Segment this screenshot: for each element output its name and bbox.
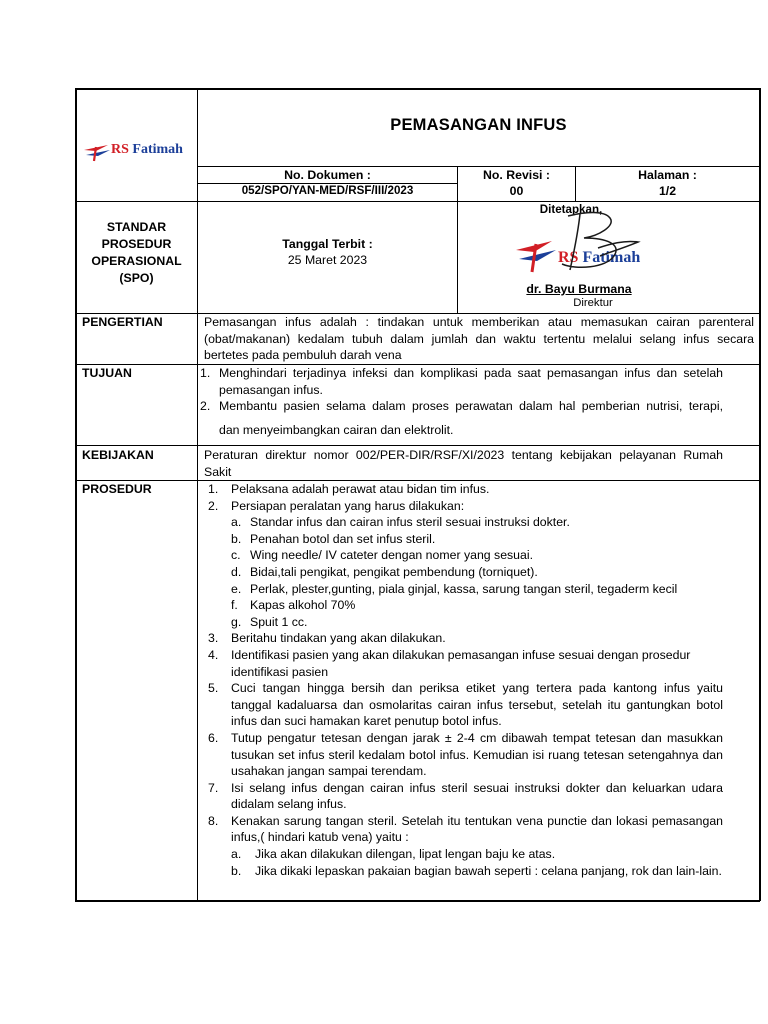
list-item-number: 3. xyxy=(208,631,219,646)
procedure-list xyxy=(208,481,723,879)
director-name: dr. Bayu Burmana xyxy=(526,282,632,296)
page-number-value: 1/2 xyxy=(658,184,677,198)
list-subitem xyxy=(208,514,723,531)
list-item-text: Bidai,tali pengikat, pengikat pembendung (torniquet). xyxy=(250,564,538,579)
list-item-text: Membantu pasien selama dalam proses perawatan dalam hal pemberian nutrisi, terapi, xyxy=(219,399,723,413)
spo-type-line: STANDAR xyxy=(106,220,167,234)
list-item-number: 4. xyxy=(208,647,219,662)
table-border-left xyxy=(75,88,77,901)
list-item-number: 2. xyxy=(200,399,211,413)
list-item-continuation: dan menyeimbangkan cairan dan elektrolit. xyxy=(219,423,454,437)
list-subitem xyxy=(208,531,723,548)
hospital-logo-icon xyxy=(82,142,112,162)
list-item-text: Tutup pengatur tetesan dengan jarak ± 2-4 cm dibawah tempat tetesan dan masukkan tusukan set infus steril kedalam botol infus. Kemudian isi ruang tetesan setengahnya dan usahakan jangan sampai terendam. xyxy=(231,730,723,779)
revision-value: 00 xyxy=(509,184,524,198)
list-item-letter: e. xyxy=(231,581,242,596)
list-item-text: Spuit 1 cc. xyxy=(250,614,308,629)
spo-type-line: PROSEDUR xyxy=(101,237,172,251)
spo-type-line: OPERASIONAL xyxy=(91,254,182,268)
list-item xyxy=(208,630,723,647)
logo xyxy=(82,140,196,164)
page-title: PEMASANGAN INFUS xyxy=(390,116,567,134)
list-item-number: 1. xyxy=(208,482,219,496)
list-item xyxy=(208,680,723,730)
list-item-letter: c. xyxy=(231,548,241,563)
list-subitem xyxy=(208,564,723,581)
list-item-letter: f. xyxy=(231,598,238,613)
list-item-letter: b. xyxy=(231,863,242,878)
table-border-top xyxy=(75,88,760,90)
list-item-letter: a. xyxy=(231,515,242,530)
list-item-number: 1. xyxy=(200,366,211,380)
issue-date-label: Tanggal Terbit : xyxy=(282,237,373,251)
director-title: Direktur xyxy=(573,297,613,309)
list-item-letter: g. xyxy=(231,614,242,629)
list-item xyxy=(208,780,723,813)
list-subitem xyxy=(208,547,723,564)
signature-icon xyxy=(540,208,660,278)
list-subitem xyxy=(208,863,723,880)
list-item xyxy=(208,813,723,846)
revision-label: No. Revisi : xyxy=(483,168,550,182)
doc-number-label: No. Dokumen : xyxy=(284,168,371,182)
pengertian-label: PENGERTIAN xyxy=(82,315,163,329)
list-item-text: Identifikasi pasien yang akan dilakukan pemasangan infuse sesuai dengan prosedur identifikasi pasien xyxy=(231,647,691,679)
list-item-text: Jika dikaki lepaskan pakaian bagian bawah seperti : celana panjang, rok dan lain-lain. xyxy=(255,863,722,878)
list-item-text: Cuci tangan hingga bersih dan periksa etiket yang tertera pada kantong infus yaitu tanggal kadaluarsa dan osmolaritas cairan infus tersebut, setelah itu gantungkan botol infus dan suci hamakan karet penutup botol infus. xyxy=(231,681,723,729)
stamp-label: RS Fatimah xyxy=(558,249,641,266)
divider-tujuan-row xyxy=(75,445,760,446)
list-subitem xyxy=(208,597,723,614)
list-item-text: Standar infus dan cairan infus steril sesuai instruksi dokter. xyxy=(250,515,570,530)
spo-type xyxy=(76,219,197,287)
list-item-number: 2. xyxy=(208,498,219,513)
page-number-label: Halaman : xyxy=(638,168,697,182)
list-item-text: Pelaksana adalah perawat atau bidan tim infus. xyxy=(231,482,490,496)
list-item xyxy=(208,498,723,515)
kebijakan-label: KEBIJAKAN xyxy=(82,448,154,462)
spo-type-line: (SPO) xyxy=(119,271,154,285)
hospital-stamp xyxy=(512,208,662,280)
logo-label: RS Fatimah xyxy=(111,142,183,157)
list-item-number: 5. xyxy=(208,681,219,696)
list-item xyxy=(200,398,723,415)
pengertian-text: Pemasangan infus adalah : tindakan untuk memberikan atau memasukan cairan parenteral (obat/makanan) kedalam tubuh dalam jumlah dan waktu tertentu melalui selang infus secara bertetes pada pembuluh darah vena xyxy=(204,315,754,363)
table-border-bottom xyxy=(75,900,760,902)
kebijakan-text: Peraturan direktur nomor 002/PER-DIR/RSF/XI/2023 tentang kebijakan pelayanan Rumah Sakit xyxy=(204,448,723,479)
list-item xyxy=(208,730,723,780)
list-item-text: Penahan botol dan set infus steril. xyxy=(250,531,436,546)
list-subitem xyxy=(208,581,723,598)
prosedur-label: PROSEDUR xyxy=(82,482,152,496)
list-item-number: 8. xyxy=(208,813,219,828)
list-item-text: Kapas alkohol 70% xyxy=(250,598,356,613)
list-subitem xyxy=(208,846,723,863)
list-subitem xyxy=(208,614,723,631)
list-item-text: Beritahu tindakan yang akan dilakukan. xyxy=(231,631,446,646)
list-item-text: Kenakan sarung tangan steril. Setelah itu tentukan vena punctie dan lokasi pemasangan infus,( hindari katub vena) yaitu : xyxy=(231,813,723,845)
list-item-text: Persiapan peralatan yang harus dilakukan: xyxy=(231,498,465,513)
established-label: Ditetapkan, xyxy=(539,203,603,216)
doc-number-value: 052/SPO/YAN-MED/RSF/III/2023 xyxy=(241,184,414,197)
list-item-text: Jika akan dilakukan dilengan, lipat lengan baju ke atas. xyxy=(255,847,556,862)
list-item-text: Isi selang infus dengan cairan infus steril sesuai instruksi dokter dan keluarkan udara didalam selang infus. xyxy=(231,780,723,812)
list-item xyxy=(208,481,723,498)
list-item-text: Perlak, plester,gunting, piala ginjal, kassa, sarung tangan steril, tegaderm kecil xyxy=(250,581,678,596)
list-item-letter: d. xyxy=(231,564,242,579)
list-item-letter: a. xyxy=(231,847,242,862)
issue-date-value: 25 Maret 2023 xyxy=(287,253,368,267)
table-border-right xyxy=(759,88,761,901)
divider-label-column xyxy=(197,313,198,901)
list-item-text: Wing needle/ IV cateter dengan nomer yang sesuai. xyxy=(250,548,534,563)
list-item-text: Menghindari terjadinya infeksi dan komplikasi pada saat pemasangan infus dan setelah pemasangan infus. xyxy=(219,366,723,397)
list-item xyxy=(200,365,723,398)
list-item-number: 7. xyxy=(208,780,219,795)
list-item xyxy=(208,647,723,680)
list-item-number: 6. xyxy=(208,730,219,745)
tujuan-label: TUJUAN xyxy=(82,366,132,380)
list-item-letter: b. xyxy=(231,531,242,546)
